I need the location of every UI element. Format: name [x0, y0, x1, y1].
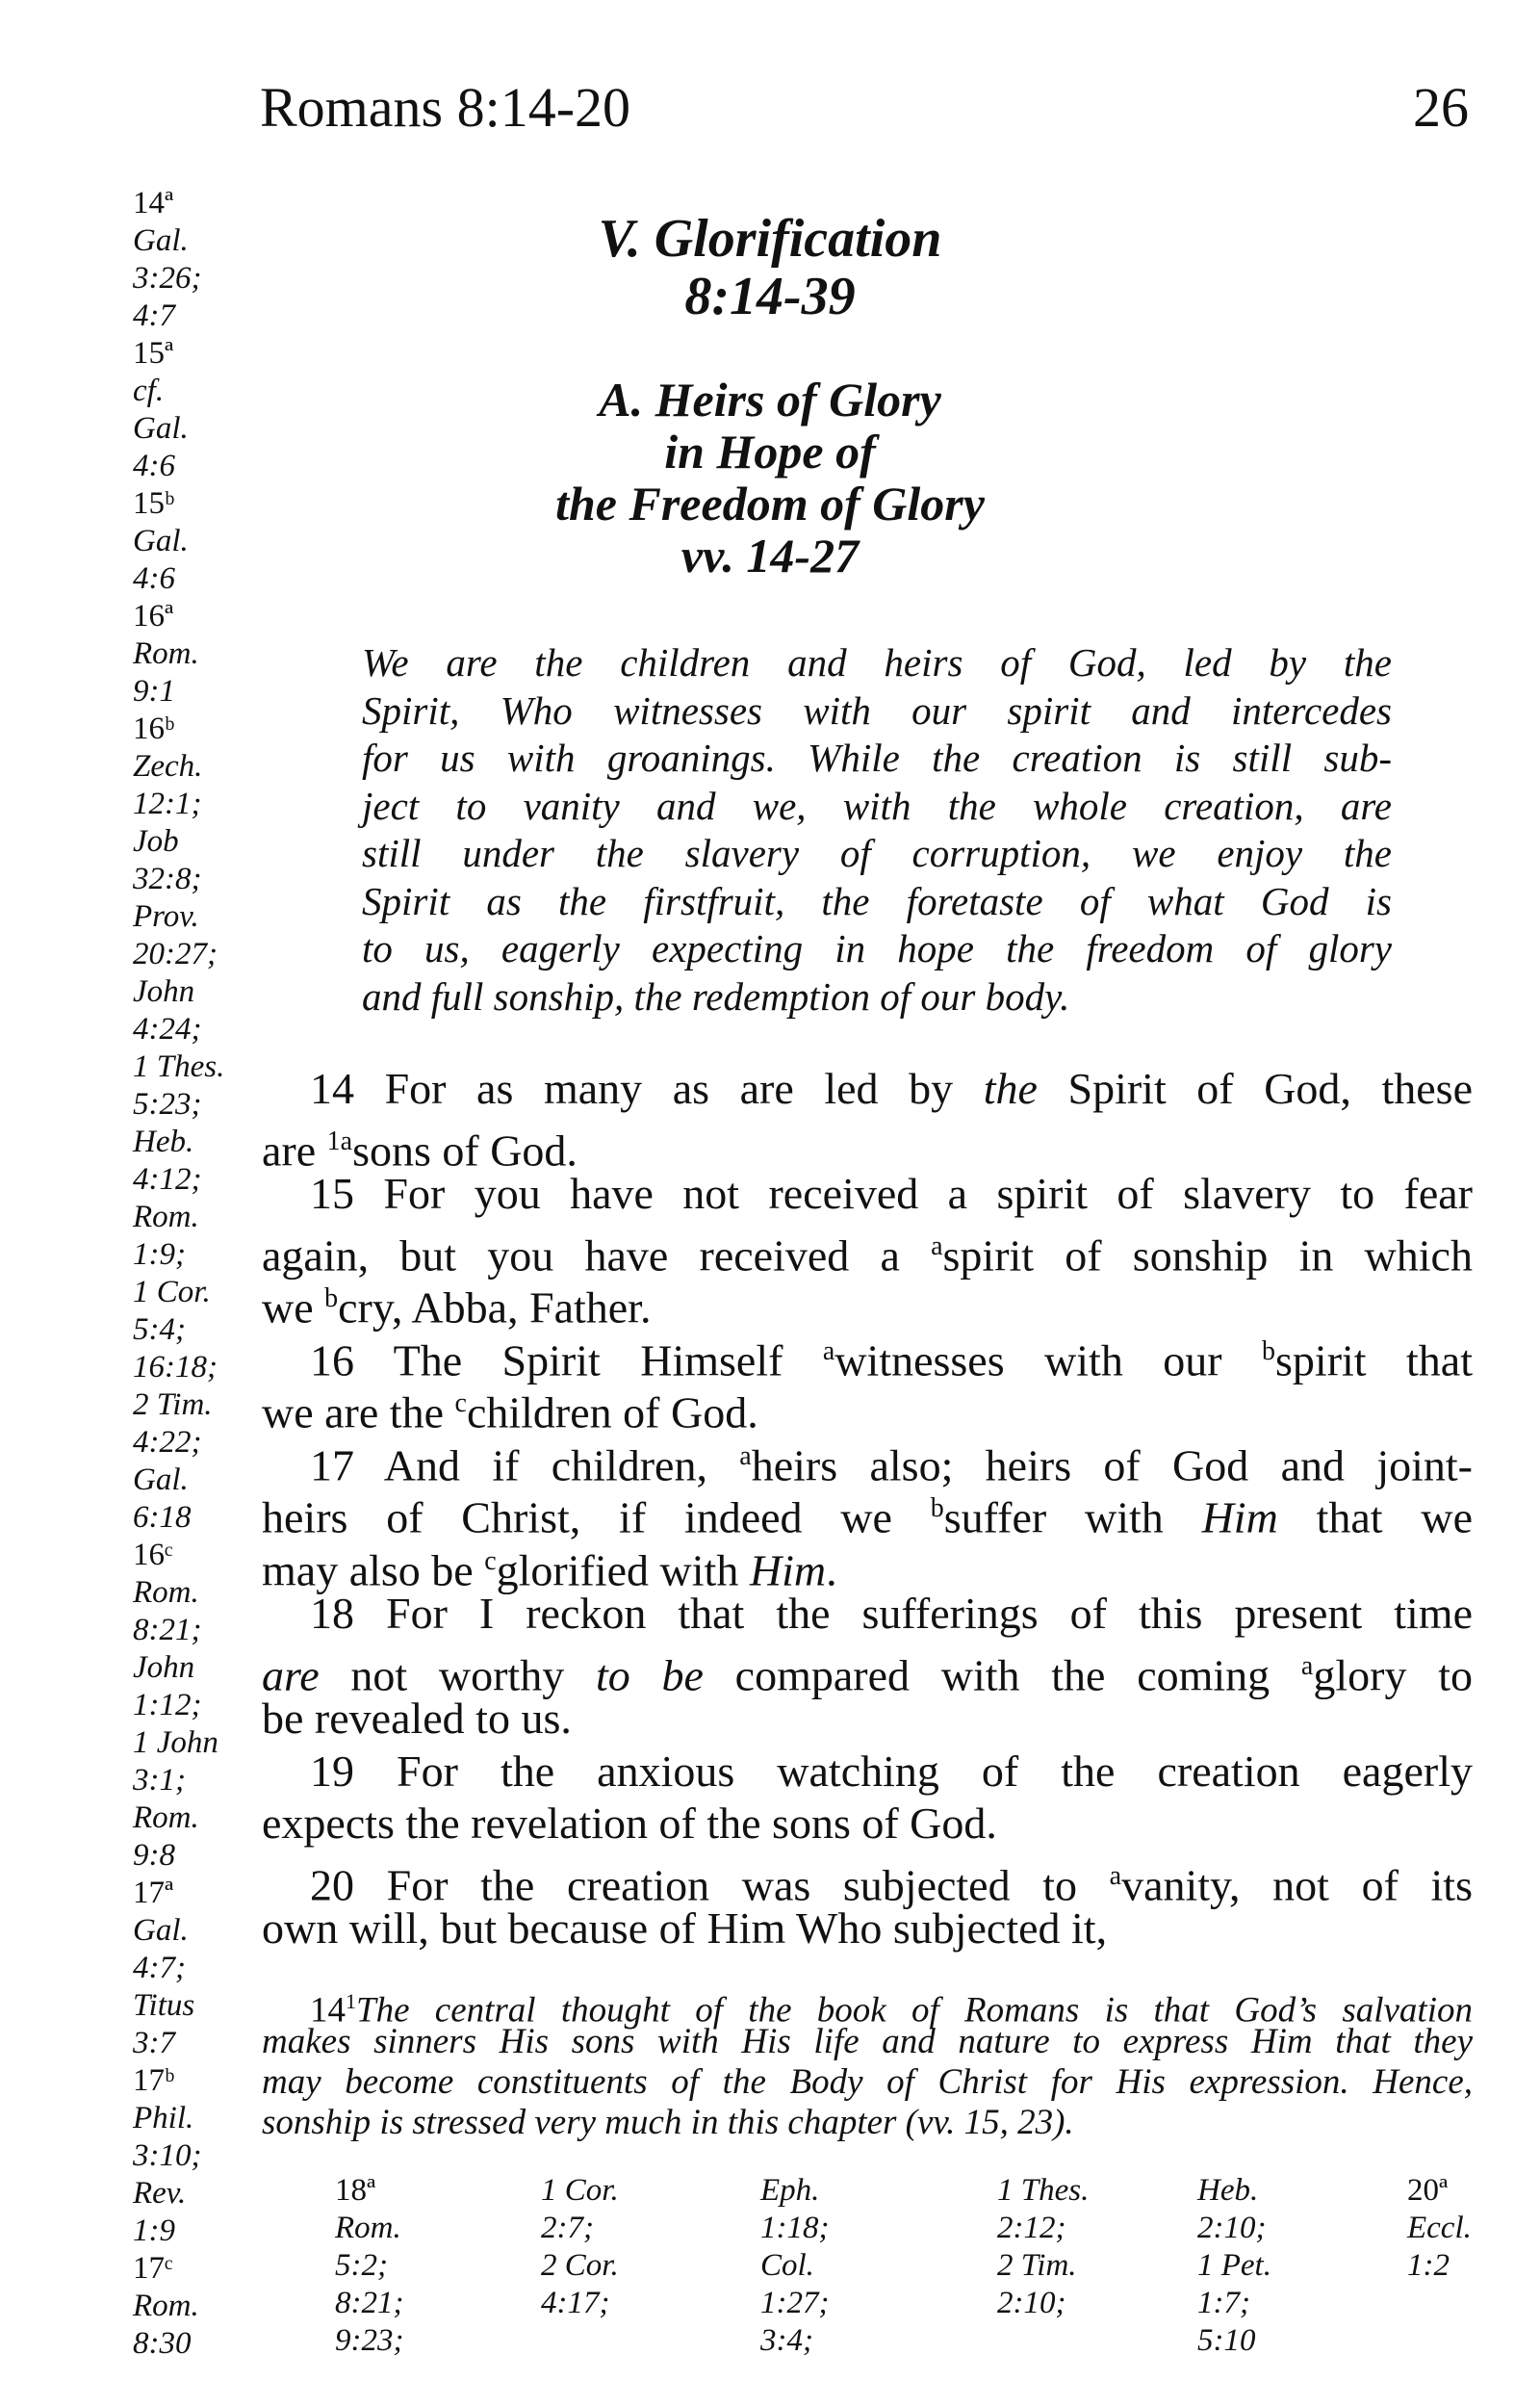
- margin-ref-line: 12:1;: [133, 787, 202, 821]
- scripture-text: [262, 1063, 1473, 1955]
- verse-16-line: 16 The Spirit Himself $^a$witnesses with our $^b$spirit that: [310, 1334, 1473, 1385]
- verse-15-line: 15 For you have not received a spirit of slavery to fear: [310, 1169, 1473, 1218]
- ref-line: 4:17;: [541, 2286, 610, 2320]
- page-number: 26: [1413, 76, 1469, 139]
- margin-ref-line: 8:30: [133, 2326, 192, 2361]
- margin-ref-line: 1 Thes.: [133, 1049, 225, 1084]
- ref-line: 8:21;: [335, 2286, 404, 2320]
- margin-ref-line: John: [133, 1650, 195, 1685]
- margin-ref-line: Gal.: [133, 1913, 189, 1948]
- verse-19-line: 19 For the anxious watching of the creation eagerly: [310, 1746, 1473, 1796]
- ref-column: [1407, 2172, 1472, 2285]
- margin-ref-line: 16ª: [133, 599, 174, 634]
- margin-ref-line: Titus: [133, 1988, 195, 2023]
- margin-ref-line: 1:9;: [133, 1237, 186, 1272]
- margin-ref-line: 16ᵇ: [133, 712, 175, 746]
- margin-ref-line: Rom.: [133, 1800, 199, 1835]
- page-header-title: Romans 8:14-20: [260, 76, 631, 139]
- ref-line: Rom.: [335, 2211, 401, 2245]
- summary-line: still under the slavery of corruption, we enjoy the: [362, 831, 1392, 875]
- margin-ref-line: 9:8: [133, 1838, 175, 1873]
- ref-line: 2:10;: [1197, 2211, 1267, 2245]
- margin-ref-line: Gal.: [133, 411, 189, 446]
- margin-ref-line: Rom.: [133, 1575, 199, 1610]
- margin-ref-line: 1:12;: [133, 1688, 202, 1722]
- margin-ref-line: Heb.: [133, 1125, 194, 1159]
- ref-line: 2 Cor.: [541, 2248, 619, 2283]
- ref-line: 1:2: [1407, 2248, 1450, 2283]
- margin-ref-line: 3:1;: [133, 1763, 186, 1798]
- summary-line: to us, eagerly expecting in hope the freedom of glory: [362, 926, 1392, 971]
- margin-ref-line: 1 John: [133, 1725, 218, 1760]
- margin-ref-line: 2 Tim.: [133, 1387, 213, 1422]
- verse-15-line: we $^b$cry, Abba, Father.: [262, 1282, 652, 1333]
- ref-line: 1 Cor.: [541, 2173, 619, 2208]
- ref-column: [335, 2172, 403, 2360]
- footnote-line: $14^1The$ central thought of the book of Romans is that God’s salvation: [310, 1989, 1473, 2031]
- margin-ref-line: Gal.: [133, 524, 189, 558]
- verse-17-line: heirs of Christ, if indeed we $^b$suffer with Him that we: [262, 1492, 1473, 1542]
- margin-ref-line: 5:23;: [133, 1087, 202, 1122]
- ref-line: Heb.: [1197, 2173, 1259, 2208]
- sub-heading: [481, 374, 1059, 582]
- section-title-text: V. Glorification: [598, 209, 942, 269]
- ref-line: 1:7;: [1197, 2286, 1250, 2320]
- section-summary: [362, 639, 1392, 1021]
- margin-ref-line: 4:24;: [133, 1012, 202, 1047]
- margin-ref-line: Job: [133, 824, 179, 859]
- margin-ref-line: 17ª: [133, 1876, 174, 1910]
- margin-ref-line: Phil.: [133, 2101, 194, 2135]
- section-title: [481, 210, 1059, 325]
- margin-ref-line: 4:6: [133, 449, 175, 483]
- verse-17-line: may also be $^c$glorified with Him.: [262, 1544, 837, 1594]
- verse-14-line: are $^{1a}$sons of God.: [262, 1125, 578, 1175]
- margin-ref-line: Rom.: [133, 636, 199, 671]
- footnote-line: may become constituents of the Body of Christ for His expression. Hence,: [262, 2062, 1473, 2102]
- ref-line: 18ª: [335, 2173, 376, 2208]
- margin-ref-line: 3:7: [133, 2026, 175, 2060]
- ref-line: Eph.: [760, 2173, 820, 2208]
- margin-ref-line: Rom.: [133, 2289, 199, 2323]
- margin-ref-line: cf.: [133, 374, 165, 408]
- margin-ref-line: 20:27;: [133, 937, 218, 971]
- footnote-line: makes sinners His sons with His life and nature to express Him that they: [262, 2022, 1473, 2061]
- ref-line: 1 Thes.: [997, 2173, 1090, 2208]
- ref-line: 9:23;: [335, 2323, 404, 2358]
- summary-line: and full sonship, the redemption of our body.: [362, 973, 1070, 1019]
- ref-column: [541, 2172, 619, 2322]
- margin-ref-line: 4:12;: [133, 1162, 202, 1197]
- verse-16-line: we are the $^c$children of God.: [262, 1387, 758, 1437]
- sub-heading-line: vv. 14-27: [680, 529, 860, 582]
- ref-line: 1 Pet.: [1197, 2248, 1271, 2283]
- margin-ref-line: 16ᶜ: [133, 1538, 173, 1572]
- ref-column: [997, 2172, 1089, 2322]
- ref-line: 2:10;: [997, 2286, 1066, 2320]
- margin-ref-line: 5:4;: [133, 1312, 186, 1347]
- margin-ref-line: 3:26;: [133, 261, 202, 296]
- ref-line: 20ª: [1407, 2173, 1449, 2208]
- margin-ref-line: 4:6: [133, 561, 175, 596]
- margin-ref-line: Rev.: [133, 2176, 187, 2211]
- footnote: [262, 1981, 1473, 2143]
- margin-ref-line: Prov.: [133, 899, 199, 934]
- verse-19-line: expects the revelation of the sons of God.: [262, 1799, 997, 1848]
- ref-line: Eccl.: [1407, 2211, 1472, 2245]
- margin-ref-line: 8:21;: [133, 1613, 202, 1647]
- verse-20-line: own will, but because of Him Who subjected it,: [262, 1903, 1108, 1953]
- margin-cross-references: [133, 185, 277, 2363]
- margin-ref-line: 4:22;: [133, 1425, 202, 1460]
- summary-line: We are the children and heirs of God, led by the: [362, 640, 1392, 685]
- ref-line: 2:7;: [541, 2211, 594, 2245]
- section-range: 8:14-39: [684, 267, 856, 326]
- ref-column: [760, 2172, 829, 2360]
- sub-heading-line: A. Heirs of Glory: [599, 373, 941, 427]
- sub-heading-line: in Hope of: [664, 425, 876, 479]
- sub-heading-line: the Freedom of Glory: [555, 477, 985, 531]
- ref-line: 2 Tim.: [997, 2248, 1077, 2283]
- ref-line: 3:4;: [760, 2323, 813, 2358]
- margin-ref-line: 9:1: [133, 674, 175, 709]
- margin-ref-line: 15ᵇ: [133, 486, 175, 521]
- verse-18-line: be revealed to us.: [262, 1694, 572, 1743]
- summary-line: Spirit, Who witnesses with our spirit and intercedes: [362, 687, 1392, 733]
- margin-ref-line: Gal.: [133, 223, 189, 258]
- margin-ref-line: 32:8;: [133, 862, 202, 896]
- summary-line: ject to vanity and we, with the whole creation, are: [362, 783, 1392, 828]
- ref-column: [1197, 2172, 1271, 2360]
- ref-line: 5:10: [1197, 2323, 1256, 2358]
- margin-ref-line: 4:7;: [133, 1951, 186, 1985]
- margin-ref-line: 1:9: [133, 2213, 175, 2248]
- margin-ref-line: 15ª: [133, 336, 174, 371]
- verse-14-line: 14 For as many as are led by the Spirit of God, these: [310, 1064, 1474, 1113]
- margin-ref-line: Zech.: [133, 749, 203, 784]
- ref-line: 5:2;: [335, 2248, 388, 2283]
- verse-20-line: 20 For the creation was subjected to $^a$vanity, not of its: [310, 1859, 1473, 1909]
- ref-line: Col.: [760, 2248, 814, 2283]
- verse-18-line: 18 For I reckon that the sufferings of this present time: [310, 1589, 1473, 1638]
- margin-ref-line: Rom.: [133, 1200, 199, 1234]
- summary-line: Spirit as the firstfruit, the foretaste of what God is: [362, 878, 1392, 923]
- margin-ref-line: 14ª: [133, 186, 174, 220]
- margin-ref-line: 6:18: [133, 1500, 192, 1535]
- margin-ref-line: 4:7: [133, 298, 175, 333]
- verse-17-line: 17 And if children, $^a$heirs also; heirs of God and joint-: [310, 1439, 1474, 1489]
- ref-line: 1:27;: [760, 2286, 830, 2320]
- margin-ref-line: John: [133, 974, 195, 1009]
- margin-ref-line: 17ᵇ: [133, 2063, 175, 2098]
- ref-line: 2:12;: [997, 2211, 1066, 2245]
- margin-ref-line: Gal.: [133, 1462, 189, 1497]
- margin-ref-line: 16:18;: [133, 1350, 218, 1385]
- verse-15-line: again, but you have received a $^a$spirit of sonship in which: [262, 1229, 1473, 1280]
- margin-ref-line: 17ᶜ: [133, 2251, 173, 2286]
- margin-ref-line: 3:10;: [133, 2138, 202, 2173]
- footnote-line: sonship is stressed very much in this chapter (vv. 15, 23).: [262, 2103, 1074, 2142]
- summary-line: for us with groanings. While the creation is still sub-: [362, 736, 1392, 780]
- margin-ref-line: 1 Cor.: [133, 1275, 211, 1309]
- verse-18-line: are not worthy to be compared with the coming $^a$glory to: [262, 1649, 1473, 1699]
- ref-line: 1:18;: [760, 2211, 830, 2245]
